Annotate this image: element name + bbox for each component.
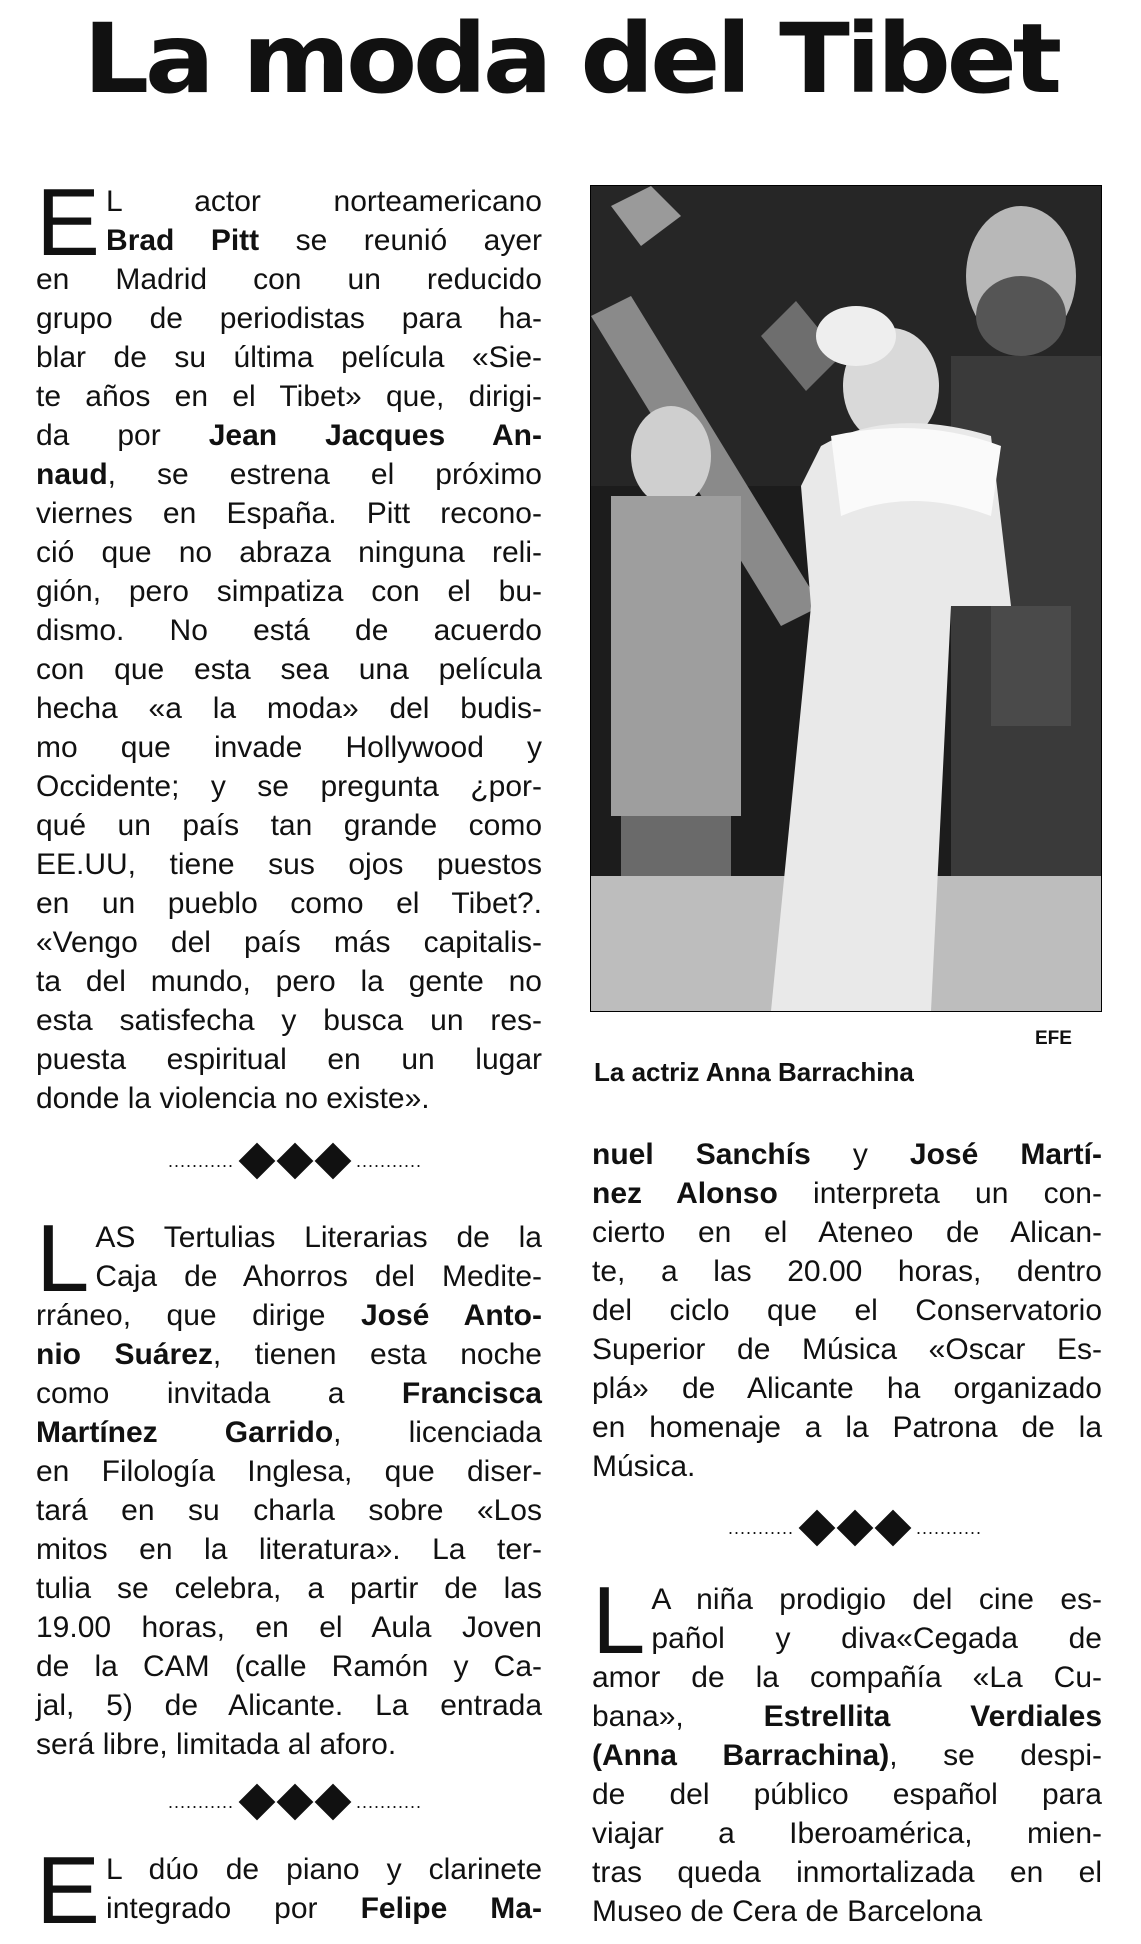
article-body (592, 1567, 1103, 1931)
text-line: L dúo de piano y clarinete (106, 1853, 542, 1886)
photo-anna-barrachina (590, 185, 1102, 1012)
text-line: Martínez Garrido, licenciada (36, 1416, 542, 1449)
text-line: nuel Sanchís y José Martí- (592, 1138, 1102, 1171)
section-divider: ........... ........... (690, 1508, 1020, 1548)
section-divider: ........... ........... (130, 1782, 460, 1822)
article-body (592, 1135, 1102, 1486)
text-line: Brad Pitt se reunió ayer (106, 224, 542, 257)
text-line: nio Suárez, tienen esta noche (36, 1338, 542, 1371)
text-line: integrado por Felipe Ma- (106, 1892, 542, 1925)
text-line: pañol y diva«Cegada de (651, 1622, 1102, 1655)
text-line: blar de su última película «Sie- (36, 341, 542, 374)
text-line: del ciclo que el Conservatorio (592, 1294, 1102, 1327)
text-line: dismo. No está de acuerdo (36, 614, 542, 647)
wax-figures-image (591, 186, 1101, 1011)
text-line: bana», Estrellita Verdiales (592, 1700, 1103, 1733)
text-line: en homenaje a la Patrona de la (592, 1411, 1102, 1444)
text-line: puesta espiritual en un lugar (36, 1043, 542, 1076)
text-line: Música. (592, 1450, 696, 1483)
text-line: Museo de Cera de Barcelona (592, 1895, 983, 1928)
text-line: mo que invade Hollywood y (36, 731, 542, 764)
article-brad-pitt (36, 169, 542, 1118)
text-line: qué un país tan grande como (36, 809, 542, 842)
text-line: A niña prodigio del cine es- (651, 1583, 1102, 1616)
drop-cap: L (592, 1567, 646, 1674)
text-line: te años en el Tibet» que, dirigi- (36, 380, 542, 413)
text-line: esta satisfecha y busca un res- (36, 1004, 542, 1037)
text-line: naud, se estrena el próximo (36, 458, 542, 491)
text-line: Superior de Música «Oscar Es- (592, 1333, 1102, 1366)
drop-cap: E (36, 1837, 101, 1944)
text-line: (Anna Barrachina), se despi- (592, 1739, 1102, 1772)
text-line: rráneo, que dirige José Anto- (36, 1299, 542, 1332)
text-line: Caja de Ahorros del Medite- (95, 1260, 542, 1293)
article-tertulias (36, 1205, 542, 1764)
drop-cap: L (36, 1205, 90, 1312)
drop-cap: E (36, 169, 101, 276)
text-line: ta del mundo, pero la gente no (36, 965, 542, 998)
text-line: ció que no abraza ninguna reli- (36, 536, 542, 569)
article-duo-piano (36, 1837, 542, 1944)
text-line: como invitada a Francisca (36, 1377, 542, 1410)
text-line: en Madrid con un reducido (36, 263, 542, 296)
text-line: de del público español para (592, 1778, 1102, 1811)
text-line: Occidente; y se pregunta ¿por- (36, 770, 542, 803)
text-line: tulia se celebra, a partir de las (36, 1572, 542, 1605)
text-line: EE.UU, tiene sus ojos puestos (36, 848, 542, 881)
text-line: con que esta sea una película (36, 653, 542, 686)
section-divider: ........... ........... (130, 1141, 460, 1181)
text-line: plá» de Alicante ha organizado (592, 1372, 1102, 1405)
text-line: cierto en el Ateneo de Alican- (592, 1216, 1102, 1249)
text-line: gión, pero simpatiza con el bu- (36, 575, 542, 608)
article-duo-piano-continued (592, 1135, 1102, 1486)
text-line: 19.00 horas, en el Aula Joven (36, 1611, 542, 1644)
text-line: tras queda inmortalizada en el (592, 1856, 1102, 1889)
text-line: viajar a Iberoamérica, mien- (592, 1817, 1102, 1850)
text-line: AS Tertulias Literarias de la (95, 1221, 542, 1254)
text-line: donde la violencia no existe». (36, 1082, 430, 1115)
text-line: tará en su charla sobre «Los (36, 1494, 542, 1527)
text-line: grupo de periodistas para ha- (36, 302, 542, 335)
diamond-ornament (798, 1515, 912, 1541)
text-line: en Filología Inglesa, que diser- (36, 1455, 542, 1488)
text-line: jal, 5) de Alicante. La entrada (36, 1689, 542, 1722)
article-body (36, 1837, 542, 1944)
text-line: da por Jean Jacques An- (36, 419, 542, 452)
headline: La moda del Tibet (83, 3, 1058, 115)
text-line: viernes en España. Pitt recono- (36, 497, 542, 530)
text-line: te, a las 20.00 horas, dentro (592, 1255, 1102, 1288)
article-body (36, 1205, 542, 1764)
photo-caption: La actriz Anna Barrachina (594, 1057, 914, 1087)
text-line: mitos en la literatura». La ter- (36, 1533, 542, 1566)
diamond-ornament (238, 1148, 352, 1174)
diamond-ornament (238, 1789, 352, 1815)
text-line: será libre, limitada al aforo. (36, 1728, 397, 1761)
text-line: amor de la compañía «La Cu- (592, 1661, 1102, 1694)
text-line: en un pueblo como el Tibet?. (36, 887, 542, 920)
text-line: de la CAM (calle Ramón y Ca- (36, 1650, 542, 1683)
photo-credit: EFE (1035, 1028, 1072, 1049)
article-body (36, 169, 542, 1118)
text-line: hecha «a la moda» del budis- (36, 692, 542, 725)
text-line: nez Alonso interpreta un con- (592, 1177, 1102, 1210)
text-line: «Vengo del país más capitalis- (36, 926, 542, 959)
text-line: L actor norteamericano (106, 185, 542, 218)
article-estrellita-verdiales (592, 1567, 1103, 1931)
